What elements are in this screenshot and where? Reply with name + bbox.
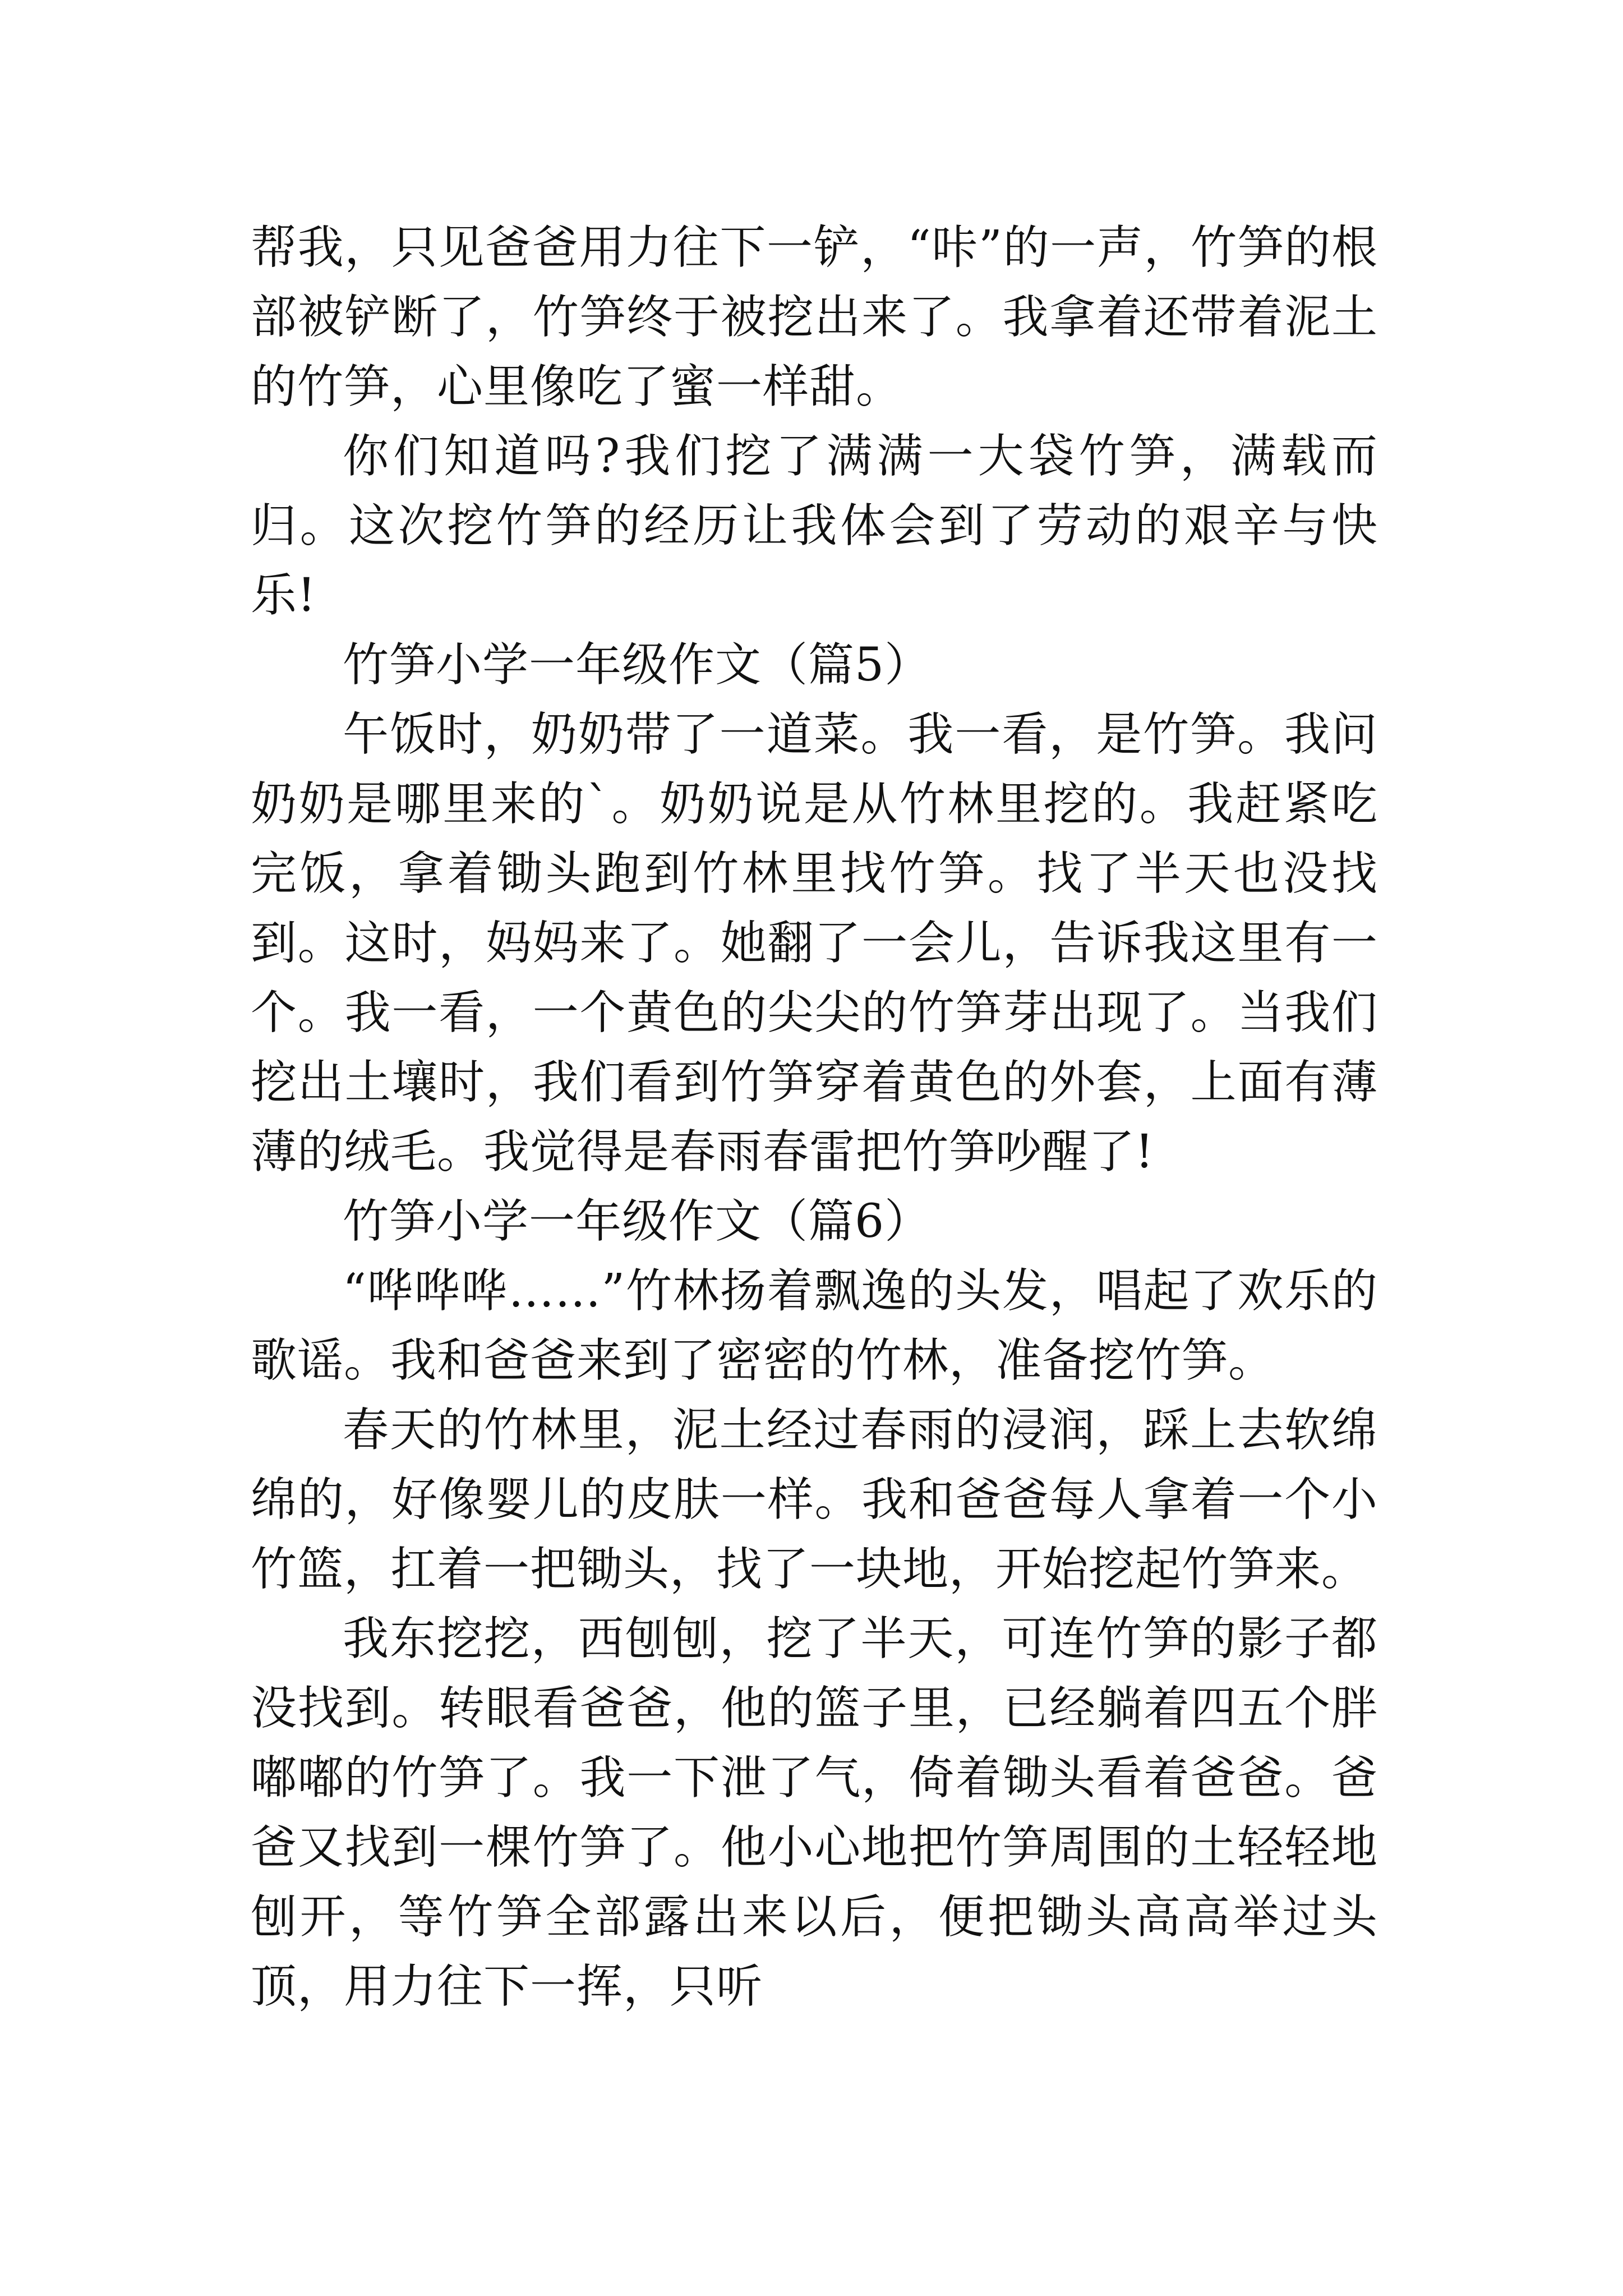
paragraph-4: “哗哗哗……”竹林扬着飘逸的头发，唱起了欢乐的歌谣。我和爸爸来到了密密的竹林，准备挖竹笋。 xyxy=(251,1264,1378,1387)
section-heading-5: 竹笋小学一年级作文（篇5） xyxy=(343,638,932,692)
paragraph-1: 帮我，只见爸爸用力往下一铲，“咔”的一声，竹笋的根部被铲断了，竹笋终于被挖出来了。我拿着还带着泥土的竹笋，心里像吃了蜜一样甜。 xyxy=(251,221,1378,413)
paragraph-3: 午饭时，奶奶带了一道菜。我一看，是竹笋。我问奶奶是哪里来的`。奶奶说是从竹林里挖的。我赶紧吃完饭，拿着锄头跑到竹林里找竹笋。找了半天也没找到。这时，妈妈来了。她翻了一会儿，告诉我这里有一个。我一看，一个黄色的尖尖的竹笋芽出现了。当我们挖出土壤时，我们看到竹笋穿着黄色的外套，上面有薄薄的绒毛。我觉得是春雨春雷把竹笋吵醒了! xyxy=(251,708,1378,1179)
document-body xyxy=(251,213,1378,2022)
paragraph-5: 春天的竹林里，泥土经过春雨的浸润，踩上去软绵绵的，好像婴儿的皮肤一样。我和爸爸每人拿着一个小竹篮，扛着一把锄头，找了一块地，开始挖起竹笋来。 xyxy=(251,1404,1378,1596)
section-heading-6: 竹笋小学一年级作文（篇6） xyxy=(343,1195,932,1248)
paragraph-6: 我东挖挖，西刨刨，挖了半天，可连竹笋的影子都没找到。转眼看爸爸，他的篮子里，已经躺着四五个胖嘟嘟的竹笋了。我一下泄了气，倚着锄头看着爸爸。爸爸又找到一棵竹笋了。他小心地把竹笋周围的土轻轻地刨开，等竹笋全部露出来以后，便把锄头高高举过头顶，用力往下一挥，只听 xyxy=(251,1612,1378,2013)
paragraph-2: 你们知道吗?我们挖了满满一大袋竹笋，满载而归。这次挖竹笋的经历让我体会到了劳动的艰辛与快乐! xyxy=(251,430,1378,622)
